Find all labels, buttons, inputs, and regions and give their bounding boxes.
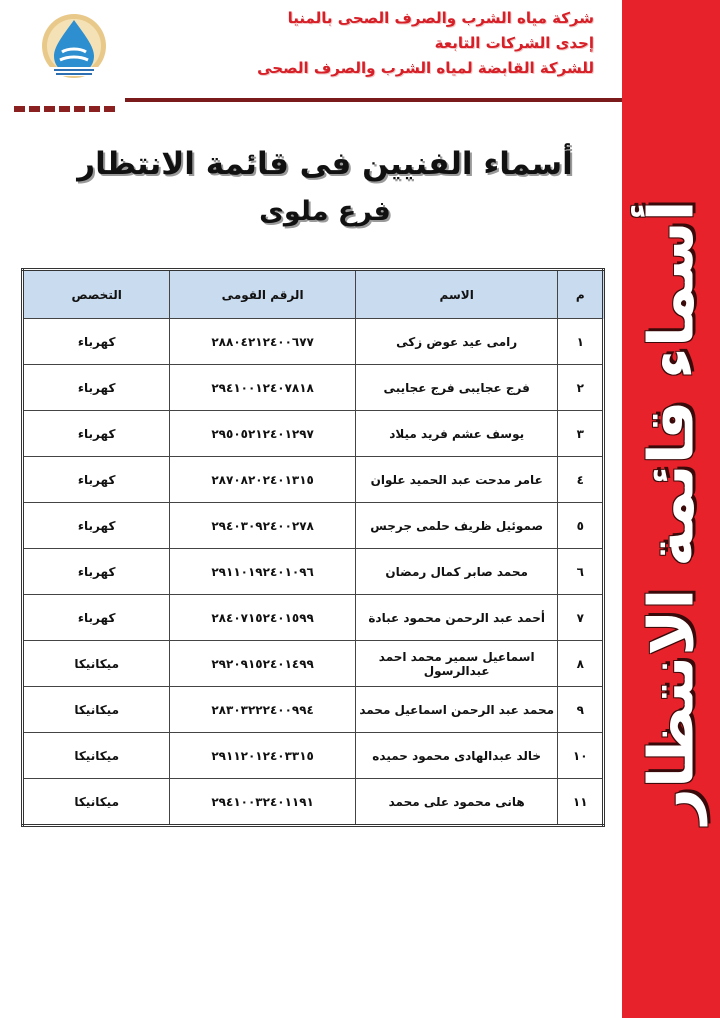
- row-national-id: ٢٩١١٠١٩٢٤٠١٠٩٦: [170, 549, 356, 595]
- table-row: [23, 641, 604, 687]
- header-dashes: [14, 97, 124, 103]
- waiting-list-table: [21, 268, 605, 827]
- table-header-row: [23, 270, 604, 319]
- row-national-id: ٢٩٤١٠٠١٢٤٠٧٨١٨: [170, 365, 356, 411]
- row-number: ٣: [558, 411, 604, 457]
- header-divider: [125, 98, 622, 102]
- header-line-3: للشركة القابضة لمياه الشرب والصرف الصحى: [257, 59, 594, 77]
- row-name: محمد صابر كمال رمضان: [355, 549, 558, 595]
- column-header-national-id: الرقم القومى: [170, 270, 356, 319]
- row-national-id: ٢٩٤٠٣٠٩٢٤٠٠٢٧٨: [170, 503, 356, 549]
- row-name: صموئيل ظريف حلمى جرجس: [355, 503, 558, 549]
- row-name: محمد عبد الرحمن اسماعيل محمد: [355, 687, 558, 733]
- row-specialty: ميكانيكا: [23, 641, 170, 687]
- row-specialty: كهرباء: [23, 319, 170, 365]
- table-row: [23, 457, 604, 503]
- sidebar-title: أسماء قائمة الانتظار: [634, 200, 708, 824]
- row-national-id: ٢٩١١٢٠١٢٤٠٣٣١٥: [170, 733, 356, 779]
- row-name: رامى عيد عوض زكى: [355, 319, 558, 365]
- table-row: [23, 365, 604, 411]
- row-national-id: ٢٨٤٠٧١٥٢٤٠١٥٩٩: [170, 595, 356, 641]
- row-number: ٩: [558, 687, 604, 733]
- row-name: فرج عجايبى فرج عجايبى: [355, 365, 558, 411]
- table-row: [23, 687, 604, 733]
- row-specialty: كهرباء: [23, 365, 170, 411]
- row-specialty: ميكانيكا: [23, 733, 170, 779]
- row-name: خالد عبدالهادى محمود حميده: [355, 733, 558, 779]
- row-specialty: كهرباء: [23, 549, 170, 595]
- header-line-1: شركة مياه الشرب والصرف الصحى بالمنيا: [287, 9, 594, 27]
- table-row: [23, 411, 604, 457]
- row-number: ٧: [558, 595, 604, 641]
- row-name: هانى محمود على محمد: [355, 779, 558, 826]
- table-row: [23, 319, 604, 365]
- table-row: [23, 595, 604, 641]
- company-header: [257, 6, 594, 81]
- row-number: ١١: [558, 779, 604, 826]
- row-specialty: كهرباء: [23, 411, 170, 457]
- row-national-id: ٢٨٧٠٨٢٠٢٤٠١٣١٥: [170, 457, 356, 503]
- water-drop-globe-logo: [40, 12, 108, 80]
- header-line-2: إحدى الشركات التابعة: [434, 34, 594, 52]
- table-row: [23, 733, 604, 779]
- column-header-specialty: التخصص: [23, 270, 170, 319]
- row-national-id: ٢٨٣٠٣٢٢٢٤٠٠٩٩٤: [170, 687, 356, 733]
- row-specialty: ميكانيكا: [23, 779, 170, 826]
- row-number: ٤: [558, 457, 604, 503]
- table-row: [23, 503, 604, 549]
- row-number: ٨: [558, 641, 604, 687]
- row-number: ١٠: [558, 733, 604, 779]
- row-specialty: كهرباء: [23, 595, 170, 641]
- page-title: أسماء الفنيين فى قائمة الانتظار: [77, 146, 573, 182]
- row-specialty: كهرباء: [23, 457, 170, 503]
- table-row: [23, 779, 604, 826]
- row-number: ٥: [558, 503, 604, 549]
- row-number: ١: [558, 319, 604, 365]
- row-number: ٦: [558, 549, 604, 595]
- row-national-id: ٢٩٥٠٥٢١٢٤٠١٢٩٧: [170, 411, 356, 457]
- column-header-number: م: [558, 270, 604, 319]
- row-national-id: ٢٩٤١٠٠٣٢٤٠١١٩١: [170, 779, 356, 826]
- page-subtitle: فرع ملوى: [259, 196, 391, 227]
- row-specialty: ميكانيكا: [23, 687, 170, 733]
- row-name: أحمد عبد الرحمن محمود عبادة: [355, 595, 558, 641]
- row-name: اسماعيل سمير محمد احمد عبدالرسول: [355, 641, 558, 687]
- row-name: عامر مدحت عبد الحميد علوان: [355, 457, 558, 503]
- row-specialty: كهرباء: [23, 503, 170, 549]
- row-national-id: ٢٨٨٠٤٢١٢٤٠٠٦٧٧: [170, 319, 356, 365]
- column-header-name: الاسم: [355, 270, 558, 319]
- row-national-id: ٢٩٢٠٩١٥٢٤٠١٤٩٩: [170, 641, 356, 687]
- table-row: [23, 549, 604, 595]
- row-name: يوسف عشم فريد ميلاد: [355, 411, 558, 457]
- row-number: ٢: [558, 365, 604, 411]
